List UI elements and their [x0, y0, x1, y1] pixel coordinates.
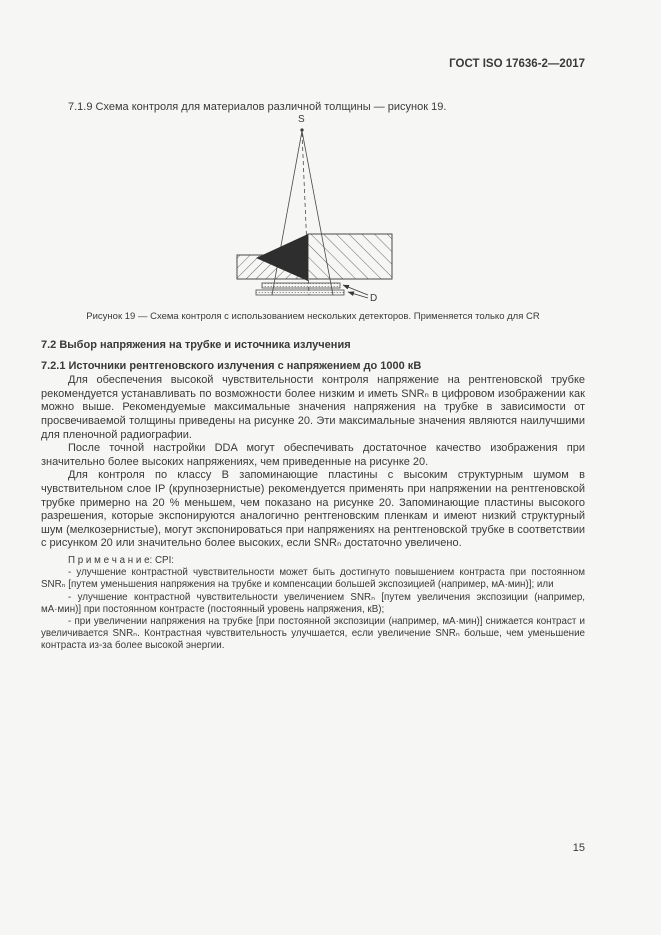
note-label: П р и м е ч а н и е: CPI:	[68, 554, 175, 566]
main-content	[41, 311, 585, 653]
note-item-1: - улучшение контрастной чувствительности может быть достигнуто повышением контраста при постоянном SNRₙ [путем уменьшения напряжения на трубке и компенсации большей экспозицией (например, мА·мин)]; или	[41, 567, 585, 591]
section-heading-7-2-1: 7.2.1 Источники рентгеновского излучения с напряжением до 1000 кВ	[41, 359, 422, 372]
source-label: S	[298, 114, 305, 125]
paragraph-dda: После точной настройки DDA могут обеспечивать достаточное качество изображения при значительно более высоких напряжениях, чем приведенные на рисунке 20.	[41, 442, 585, 468]
radiography-scheme-svg	[195, 105, 465, 310]
section-heading-7-2: 7.2 Выбор напряжения на трубке и источника излучения	[41, 339, 351, 351]
note-item-2: - улучшение контрастной чувствительности увеличением SNRₙ [путем увеличения экспозиции (например, мА·мин)] при постоянном контрасте (постоянный уровень напряжения, кВ);	[41, 591, 585, 615]
document-header: ГОСТ ISO 17636-2—2017	[449, 58, 585, 70]
figure-19-diagram	[195, 105, 465, 310]
page-number: 15	[572, 842, 585, 854]
paragraph-7-1-9: 7.1.9 Схема контроля для материалов различной толщины — рисунок 19.	[68, 101, 447, 113]
source-point	[300, 128, 303, 131]
detector-arrow-2	[348, 292, 368, 298]
figure-caption: Рисунок 19 — Схема контроля с использованием нескольких детекторов. Применяется только для CR	[86, 311, 540, 322]
thick-plate	[308, 234, 392, 279]
paragraph-tube-voltage: Для обеспечения высокой чувствительности контроля напряжение на рентгеновской трубке рекомендуется устанавливать по возможности более низким и иметь SNRₙ в цифровом изображении как можно выше. Рекомендуемые максимальные значения напряжения на трубке в зависимости от просвечиваемой толщины приведены на рисунке 20. Эти максимальные значения являются наилучшими для пленочной радиографии.	[41, 374, 585, 441]
detector-strip-2	[256, 290, 344, 295]
detector-arrow-1	[343, 285, 368, 295]
note-item-3: - при увеличении напряжения на трубке [при постоянной экспозиции (например, мА·мин)] снижается контраст и увеличивается SNRₙ. Контрастная чувствительность улучшается, если увеличение SNRₙ больше, чем уменьшение контраста из-за более высокой энергии.	[41, 615, 585, 652]
detector-label: D	[370, 293, 378, 304]
paragraph-class-b: Для контроля по классу B запоминающие пластины с высоким структурным шумом в чувствительном слое IP (крупнозернистые) рекомендуется применять при напряжении на рентгеновской трубке примерно на 20 % меньшем, чем показано на рисунке 20. Запоминающие пластины высокого разрешения, которые экспонируются аналогично рентгеновским пленкам и имеют низкий структурный шум (мелкозернистые), могут экспонироваться при напряжениях на рентгеновской трубке в соответствии с рисунком 20 или значительно более высоких, если SNRₙ достаточно увеличено.	[41, 469, 585, 550]
